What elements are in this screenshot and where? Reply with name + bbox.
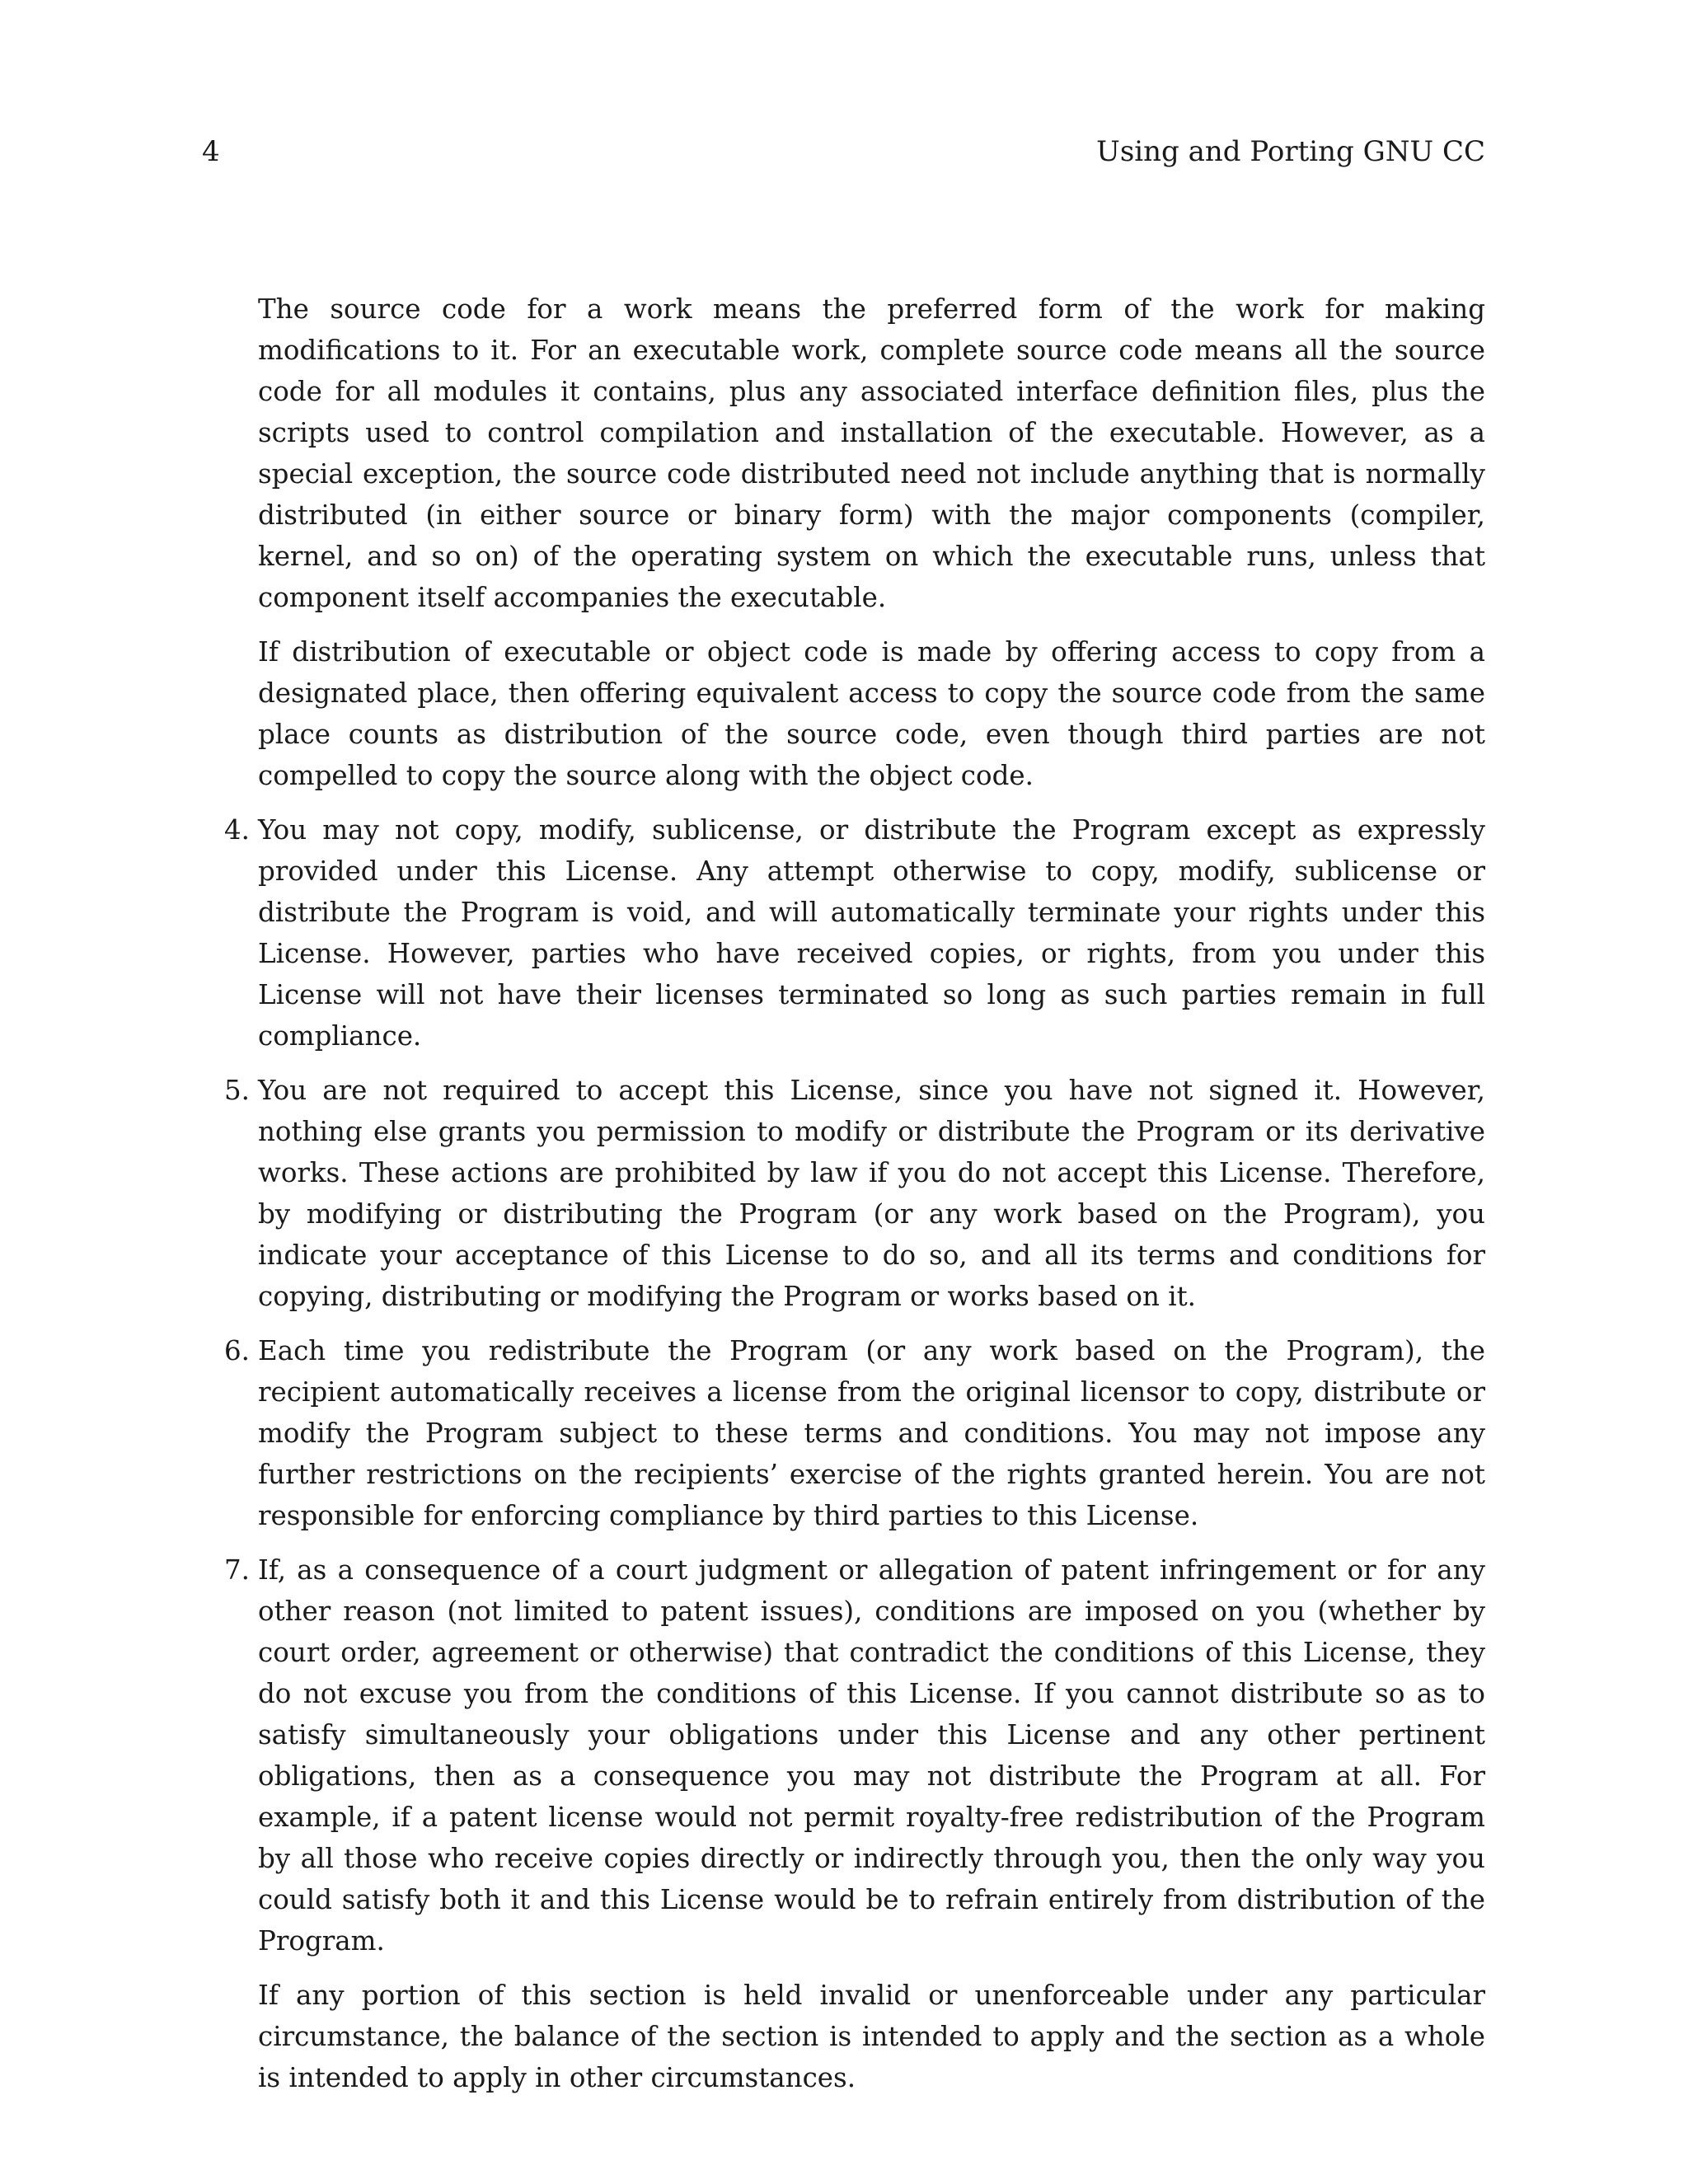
list-item-text: If, as a consequence of a court judgment or allegation of patent infringement or for any other reason (not limited to patent issues), conditions are imposed on you (whether by court order, agreement or otherwise) that contradict the conditions of this License, they do not excuse you from the conditions of this License. If you cannot distribute so as to satisfy simultaneously your obligations under this License and any other pertinent obligations, then as a consequence you may not distribute the Program at all. For example, if a patent license would not permit royalty-free redistribution of the Program by all those who receive copies directly or indirectly through you, then the only way you could satisfy both it and this License would be to refrain entirely from distribution of the Program.: [258, 1554, 1485, 1957]
body-text: [223, 288, 1485, 2111]
paragraph-section-invalid: If any portion of this section is held invalid or unenforceable under any particular circumstance, the balance of the section is intended to apply and the section as a whole is intended to apply in other circumstances.: [258, 1980, 1485, 2093]
list-item-number: 4.: [223, 814, 250, 846]
list-item: [223, 1330, 1485, 1536]
list-item-text: Each time you redistribute the Program (or any work based on the Program), the recipient automatically receives a license from the original licensor to copy, distribute or modify the Program subject to these terms and conditions. You may not impose any further restrictions on the recipients’ exercise of the rights granted herein. You are not responsible for enforcing compliance by third parties to this License.: [258, 1335, 1485, 1531]
list-item-number: 7.: [223, 1554, 250, 1586]
running-title: Using and Porting GNU CC: [1096, 135, 1485, 168]
list-item-text: You may not copy, modify, sublicense, or distribute the Program except as expressly provided under this License. Any attempt otherwise to copy, modify, sublicense or distribute the Program is void, and will automatically terminate your rights under this License. However, parties who have received copies, or rights, from you under this License will not have their licenses terminated so long as such parties remain in full compliance.: [258, 814, 1485, 1052]
paragraph-source-code-definition: The source code for a work means the preferred form of the work for making modifications to it. For an executable work, complete source code means all the source code for all modules it contains, plus any associated interface definition files, plus the scripts used to control compilation and installation of the executable. However, as a special exception, the source code distributed need not include anything that is normally distributed (in either source or binary form) with the major components (compiler, kernel, and so on) of the operating system on which the executable runs, unless that component itself accompanies the executable.: [258, 293, 1485, 613]
list-item: [223, 1549, 1485, 1961]
list-item-number: 6.: [223, 1335, 250, 1366]
list-item-text: You are not required to accept this License, since you have not signed it. However, nothing else grants you permission to modify or distribute the Program or its derivative works. These actions are prohibited by law if you do not accept this License. Therefore, by modifying or distributing the Program (or any work based on the Program), you indicate your acceptance of this License to do so, and all its terms and conditions for copying, distributing or modifying the Program or works based on it.: [258, 1075, 1485, 1312]
list-item: [223, 1070, 1485, 1317]
list-item-number: 5.: [223, 1075, 250, 1106]
paragraph-distribution-access: If distribution of executable or object code is made by offering access to copy from a designated place, then offering equivalent access to copy the source code from the same place counts as distribution of the source code, even though third parties are not compelled to copy the source along with the object code.: [258, 636, 1485, 791]
page-number: 4: [202, 135, 220, 168]
running-header: [202, 132, 1485, 171]
list-item: [223, 809, 1485, 1057]
